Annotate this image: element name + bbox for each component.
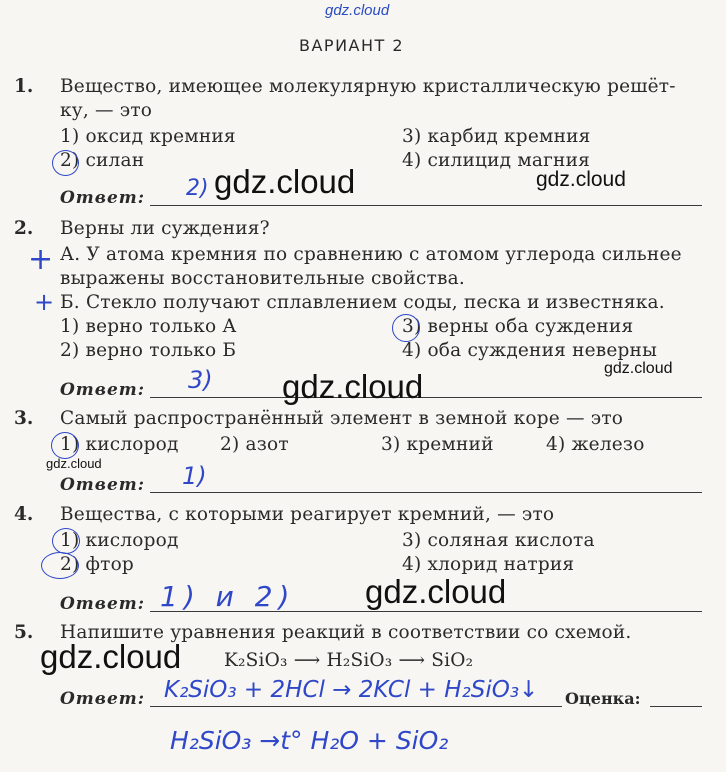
option-2: 2) силан bbox=[60, 150, 145, 171]
question-number: 1. bbox=[14, 76, 34, 97]
plus-mark: + bbox=[34, 288, 55, 316]
answer-line bbox=[150, 706, 562, 707]
question-number: 2. bbox=[14, 218, 34, 239]
question-text: Напишите уравнения реакций в соответствии со схемой. bbox=[60, 622, 632, 643]
watermark-top: gdz.cloud bbox=[325, 2, 390, 19]
watermark: gdz.cloud bbox=[214, 163, 356, 200]
selected-option-circle bbox=[52, 150, 79, 176]
option-4: 4) силицид магния bbox=[402, 150, 590, 171]
question-text: Вещество, имеющее молекулярную кристаллическую решёт- bbox=[60, 76, 676, 97]
question-number: 3. bbox=[14, 408, 34, 429]
grade-label: Оценка: bbox=[565, 689, 641, 708]
question-text: ку, — это bbox=[60, 100, 153, 121]
selected-option-circle bbox=[52, 528, 80, 554]
question-text: Самый распространённый элемент в земной коре — это bbox=[60, 408, 624, 429]
answer-line bbox=[150, 205, 702, 206]
grade-line bbox=[650, 706, 702, 707]
watermark: gdz.cloud bbox=[282, 368, 424, 405]
option-2: 2) верно только Б bbox=[60, 340, 237, 361]
selected-option-circle bbox=[51, 432, 79, 459]
statement-a: А. У атома кремния по сравнению с атомом углерода сильнее bbox=[60, 244, 682, 265]
handwritten-equation-2: H₂SiO₃ →t° H₂O + SiO₂ bbox=[170, 726, 449, 755]
handwritten-answer: 1) bbox=[182, 462, 207, 490]
option-4: 4) железо bbox=[546, 434, 645, 455]
question-text: Вещества, с которыми реагирует кремний, — это bbox=[60, 504, 555, 525]
answer-label: Ответ: bbox=[60, 380, 146, 400]
question-number: 5. bbox=[14, 622, 34, 643]
watermark: gdz.cloud bbox=[40, 638, 182, 675]
answer-line bbox=[150, 397, 702, 398]
option-3: 3) соляная кислота bbox=[402, 530, 595, 551]
question-number: 4. bbox=[14, 504, 34, 525]
selected-option-circle bbox=[392, 314, 420, 342]
option-1: 1) оксид кремния bbox=[60, 126, 236, 147]
answer-label: Ответ: bbox=[60, 594, 146, 614]
answer-line bbox=[150, 492, 702, 493]
watermark: gdz.cloud bbox=[604, 360, 673, 377]
answer-label: Ответ: bbox=[60, 475, 146, 495]
option-2: 2) азот bbox=[220, 434, 289, 455]
handwritten-answer: 2) bbox=[186, 176, 209, 201]
option-3: 3) карбид кремния bbox=[402, 126, 591, 147]
answer-label: Ответ: bbox=[60, 188, 146, 208]
plus-mark: + bbox=[28, 242, 54, 277]
answer-label: Ответ: bbox=[60, 689, 146, 709]
statement-b: Б. Стекло получают сплавлением соды, песка и известняка. bbox=[60, 292, 665, 313]
statement-a: выражены восстановительные свойства. bbox=[60, 268, 465, 289]
reaction-scheme: K₂SiO₃ ⟶ H₂SiO₃ ⟶ SiO₂ bbox=[224, 650, 474, 671]
handwritten-answer: 3) bbox=[188, 366, 213, 394]
option-3: 3) кремний bbox=[381, 434, 494, 455]
option-3: 3) верны оба суждения bbox=[402, 316, 634, 337]
variant-title: ВАРИАНТ 2 bbox=[299, 36, 405, 55]
handwritten-equation-1: K₂SiO₃ + 2HCl → 2KCl + H₂SiO₃↓ bbox=[164, 677, 539, 703]
option-4: 4) оба суждения неверны bbox=[402, 340, 658, 361]
watermark: gdz.cloud bbox=[536, 168, 626, 191]
option-1: 1) кислород bbox=[60, 530, 179, 551]
option-2: 2) фтор bbox=[60, 554, 134, 575]
option-1: 1) верно только А bbox=[60, 316, 237, 337]
option-4: 4) хлорид натрия bbox=[402, 554, 575, 575]
question-text: Верны ли суждения? bbox=[60, 218, 270, 239]
selected-option-circle bbox=[41, 552, 79, 579]
option-1: 1) кислород bbox=[60, 434, 179, 455]
handwritten-answer: 1) и 2) bbox=[160, 580, 296, 613]
watermark: gdz.cloud bbox=[365, 573, 507, 610]
watermark: gdz.cloud bbox=[46, 456, 102, 471]
